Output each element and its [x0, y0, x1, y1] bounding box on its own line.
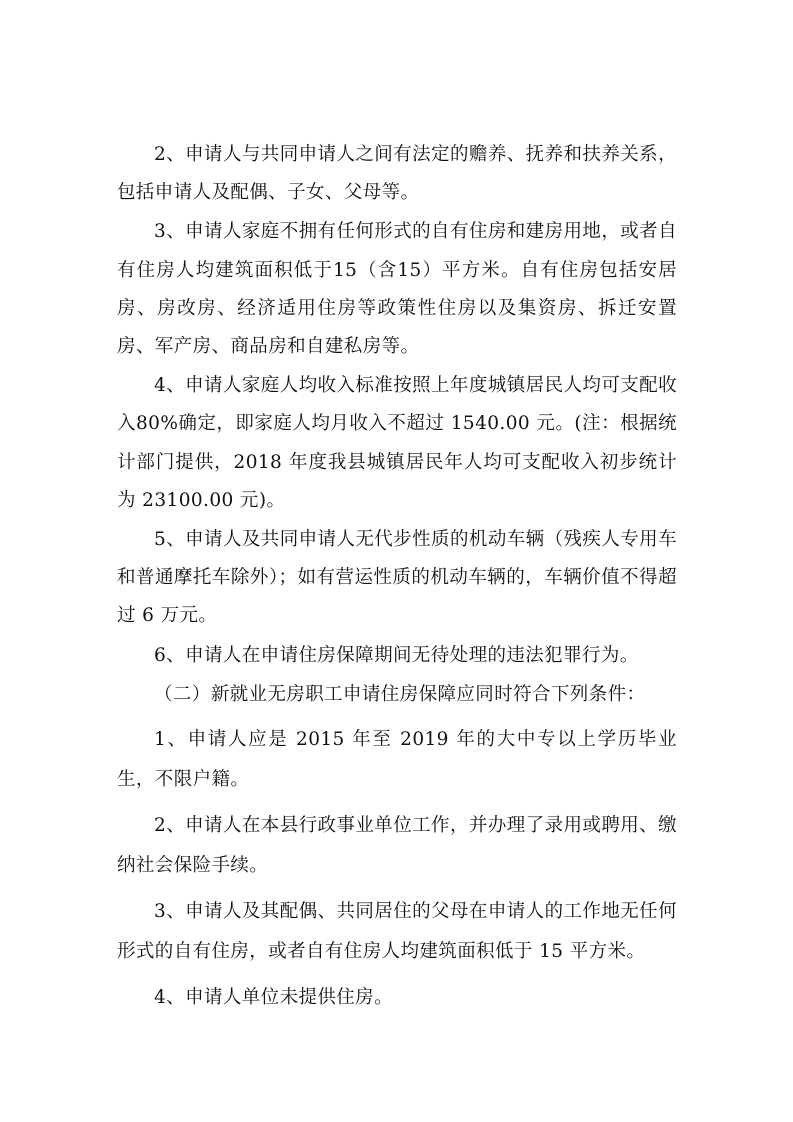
paragraph-employment: 2、申请人在本县行政事业单位工作，并办理了录用或聘用、缴纳社会保险手续。 [117, 815, 677, 877]
section-heading-new-employees: （二）新就业无房职工申请住房保障应同时符合下列条件： [154, 683, 646, 705]
paragraph-vehicle: 5、申请人及共同申请人无代步性质的机动车辆（残疾人专用车和普通摩托车除外）；如有营运性质的机动车辆的，车辆价值不得超过 6 万元。 [117, 529, 677, 627]
paragraph-housing-ownership: 3、申请人家庭不拥有任何形式的自有住房和建房用地，或者自有住房人均建筑面积低于15（含15）平方米。自有住房包括安居房、房改房、经济适用住房等政策性住房以及集资房、拆迁安置房、军产房、商品房和自建私房等。 [117, 221, 677, 358]
paragraph-graduate: 1、申请人应是 2015 年至 2019 年的大中专以上学历毕业生，不限户籍。 [117, 729, 677, 791]
paragraph-income-standard: 4、申请人家庭人均收入标准按照上年度城镇居民人均可支配收入80%确定，即家庭人均月收入不超过 1540.00 元。(注：根据统计部门提供，2018 年度我县城镇居民年人均可支配收入初步统计为 23100.00 元)。 [117, 375, 677, 511]
paragraph-employer-housing: 4、申请人单位未提供住房。 [154, 987, 393, 1009]
paragraph-criminal-record: 6、申请人在申请住房保障期间无待处理的违法犯罪行为。 [154, 644, 639, 666]
paragraph-relationship: 2、申请人与共同申请人之间有法定的赡养、抚养和扶养关系，包括申请人及配偶、子女、父母等。 [117, 144, 677, 204]
paragraph-no-housing: 3、申请人及其配偶、共同居住的父母在申请人的工作地无任何形式的自有住房，或者自有住房人均建筑面积低于 15 平方米。 [117, 901, 677, 963]
document-body [117, 136, 677, 1018]
